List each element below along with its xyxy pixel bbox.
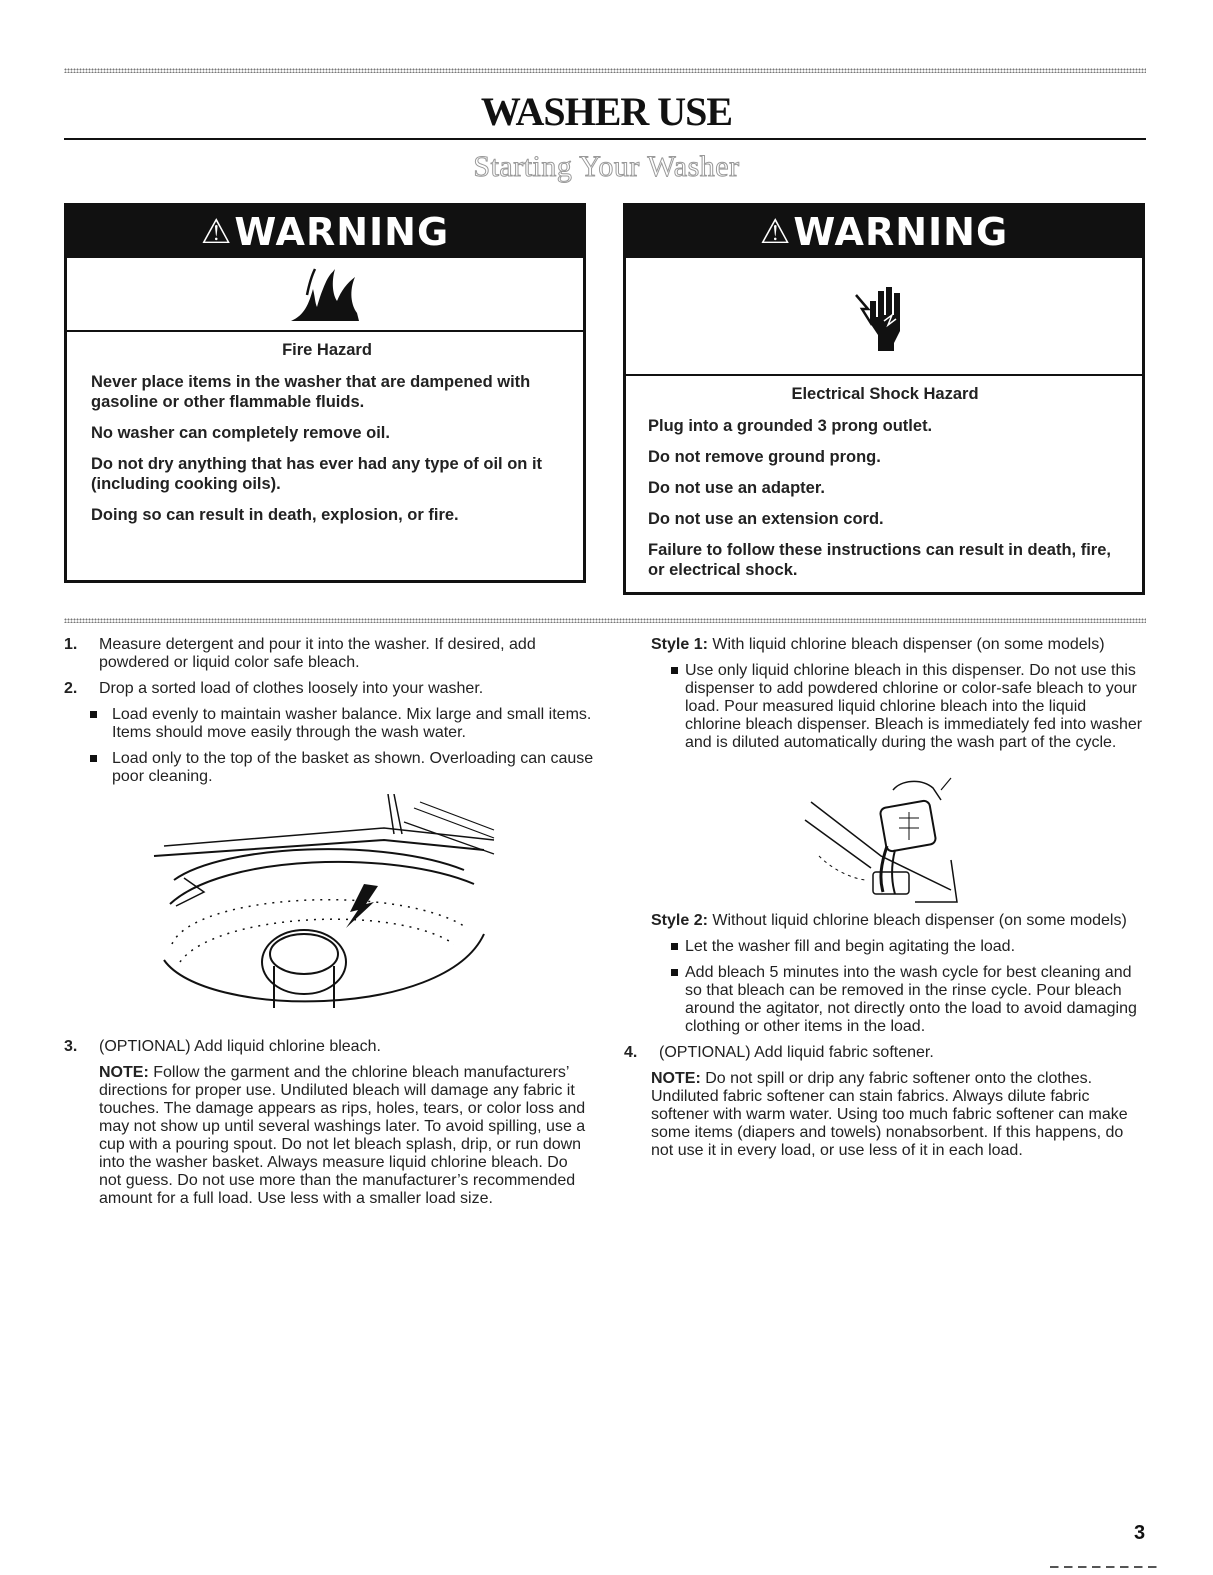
warning-line: Failure to follow these instructions can result in death, fire, or electrical shock. bbox=[648, 541, 1111, 579]
bullet-item: Load evenly to maintain washer balance. Mix large and small items. Items should move easily through the wash water. bbox=[70, 706, 594, 742]
style-2 bbox=[651, 912, 1143, 930]
step-4 bbox=[624, 1044, 1143, 1062]
fire-icon bbox=[67, 258, 583, 332]
warning-header bbox=[626, 206, 1142, 258]
style-text: Without liquid chlorine bleach dispenser (on some models) bbox=[712, 912, 1127, 929]
note-label: NOTE: bbox=[651, 1070, 701, 1087]
bleach-pouring-illustration bbox=[651, 760, 1143, 912]
mid-dotted-rule bbox=[64, 618, 1146, 623]
section-subtitle: Starting Your Washer bbox=[473, 150, 740, 183]
top-dotted-rule bbox=[64, 68, 1146, 73]
hazard-title: Electrical Shock Hazard bbox=[791, 385, 979, 403]
step-text: (OPTIONAL) Add liquid chlorine bleach. bbox=[99, 1038, 381, 1055]
bullet-item: Load only to the top of the basket as shown. Overloading can cause poor cleaning. bbox=[70, 750, 594, 786]
note-text: Follow the garment and the chlorine bleach manufacturers’ directions for proper use. Undiluted bleach will damage any fabric it touches. The damage appears as rips, holes, tears, or color loss and may not show up until several washings later. To avoid spilling, use a cup with a pouring spout. Do not let bleach splash, drip, or run down into the washer basket. Always measure liquid chlorine bleach. Do not guess. Do not use more than the manufacturer’s recommended amount for a full load. Use less with a smaller load size. bbox=[99, 1064, 586, 1207]
shock-warning-box bbox=[623, 203, 1145, 595]
warning-line: Do not remove ground prong. bbox=[648, 448, 881, 466]
warning-line: No washer can completely remove oil. bbox=[91, 424, 390, 442]
electric-shock-hand-icon bbox=[626, 258, 1142, 376]
page-title: WASHER USE bbox=[480, 89, 733, 134]
style-1 bbox=[651, 636, 1143, 654]
warning-line: Plug into a grounded 3 prong outlet. bbox=[648, 417, 933, 435]
page-number: 3 bbox=[1134, 1522, 1146, 1544]
step-4-note bbox=[651, 1070, 1143, 1160]
step-2 bbox=[64, 680, 594, 698]
step-text: (OPTIONAL) Add liquid fabric softener. bbox=[659, 1044, 934, 1061]
washer-basket-illustration bbox=[64, 794, 594, 1032]
bullet-item: Let the washer fill and begin agitating the load. bbox=[651, 938, 1143, 956]
warning-line: Doing so can result in death, explosion, or fire. bbox=[91, 506, 459, 524]
step-number: 2. bbox=[64, 680, 78, 697]
warning-label: WARNING bbox=[793, 210, 1009, 254]
step-3-note bbox=[64, 1064, 594, 1208]
step-1 bbox=[64, 636, 594, 672]
note-label: NOTE: bbox=[99, 1064, 149, 1081]
title-rule bbox=[64, 138, 1146, 140]
footer-rule bbox=[1050, 1566, 1160, 1568]
warning-triangle-icon: ⚠ bbox=[200, 212, 233, 252]
warning-triangle-icon: ⚠ bbox=[759, 212, 792, 252]
hazard-title: Fire Hazard bbox=[282, 341, 372, 359]
warning-line: Never place items in the washer that are dampened with gasoline or other flammable fluids. bbox=[91, 373, 531, 411]
right-column bbox=[624, 636, 1143, 1168]
style-text: With liquid chlorine bleach dispenser (on some models) bbox=[712, 636, 1105, 653]
bullet-item: Use only liquid chlorine bleach in this dispenser. Do not use this dispenser to add powdered chlorine or color-safe bleach to your load. Pour measured liquid chlorine bleach into the liquid chlorine bleach dispenser. Bleach is immediately fed into washer and is diluted automatically during the wash part of the cycle. bbox=[651, 662, 1143, 752]
warning-header bbox=[67, 206, 583, 258]
step-text: Drop a sorted load of clothes loosely into your washer. bbox=[99, 680, 484, 697]
bullet-item: Add bleach 5 minutes into the wash cycle for best cleaning and so that bleach can be removed in the rinse cycle. Pour bleach around the agitator, not directly onto the load to avoid damaging clothing or other items in the load. bbox=[651, 964, 1143, 1036]
warning-line: Do not use an extension cord. bbox=[648, 510, 884, 528]
warning-line: Do not use an adapter. bbox=[648, 479, 825, 497]
note-text: Do not spill or drip any fabric softener onto the clothes. Undiluted fabric softener can stain fabrics. Always dilute fabric softener with warm water. Using too much fabric softener can make some items (diapers and towels) nonabsorbent. If this happens, do not use it in every load, or use less of it in each load. bbox=[651, 1070, 1128, 1159]
warning-line: Do not dry anything that has ever had any type of oil on it (including cooking oils). bbox=[91, 455, 543, 493]
step-3 bbox=[64, 1038, 594, 1056]
step-number: 3. bbox=[64, 1038, 78, 1055]
fire-warning-box bbox=[64, 203, 586, 583]
style-label: Style 1: bbox=[651, 636, 708, 653]
step-text: Measure detergent and pour it into the washer. If desired, add powdered or liquid color safe bleach. bbox=[99, 636, 536, 671]
step-number: 1. bbox=[64, 636, 78, 653]
style-label: Style 2: bbox=[651, 912, 708, 929]
warning-label: WARNING bbox=[234, 210, 450, 254]
left-column bbox=[64, 636, 594, 1216]
step-number: 4. bbox=[624, 1044, 638, 1061]
